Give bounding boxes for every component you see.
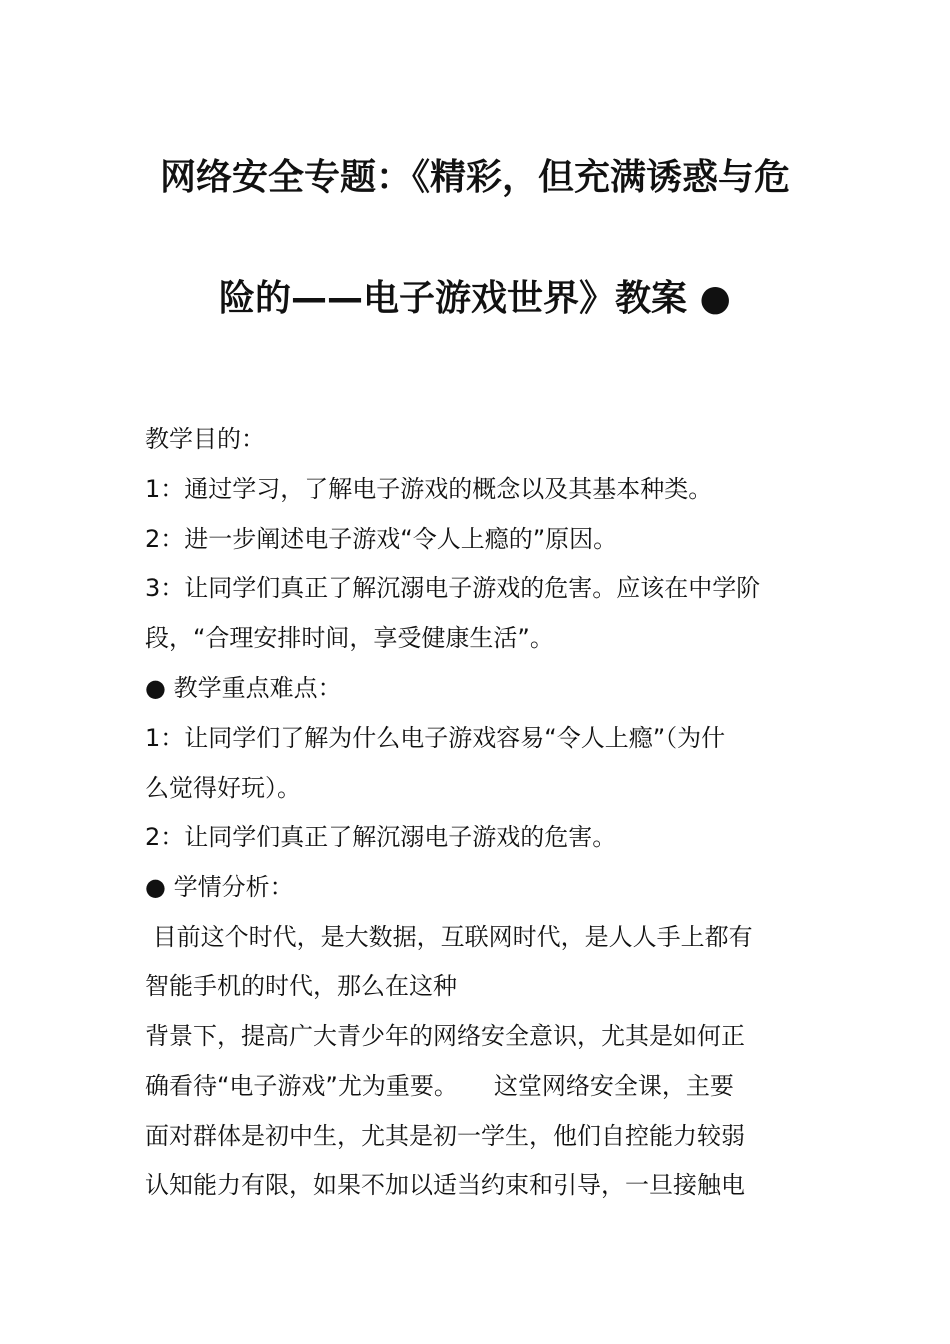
paragraph-line: 认知能力有限，如果不加以适当约束和引导，一旦接触电: [145, 1171, 745, 1199]
paragraph-line: 面对群体是初中生，尤其是初一学生，他们自控能力较弱: [145, 1122, 745, 1150]
document-title-line-2: 险的——电子游戏世界》教案 ●: [219, 278, 731, 319]
section-heading-learning-analysis: ● 学情分析：: [145, 873, 294, 901]
paragraph-line: 背景下，提高广大青少年的网络安全意识，尤其是如何正: [145, 1022, 745, 1050]
paragraph-line: 段，“合理安排时间，享受健康生活”。: [145, 624, 554, 652]
paragraph-line: 1：通过学习，了解电子游戏的概念以及其基本种类。: [145, 475, 713, 503]
paragraph-line: 么觉得好玩）。: [145, 774, 301, 802]
paragraph-line: 智能手机的时代，那么在这种: [145, 972, 457, 1000]
paragraph-line: 目前这个时代，是大数据，互联网时代，是人人手上都有: [145, 923, 753, 951]
paragraph-line: 2：让同学们真正了解沉溺电子游戏的危害。: [145, 823, 617, 851]
paragraph-line: 1：让同学们了解为什么电子游戏容易“令人上瘾”（为什: [145, 724, 726, 752]
document-title-line-1: 网络安全专题：《精彩，但充满诱惑与危: [159, 157, 790, 198]
paragraph-line: 3：让同学们真正了解沉溺电子游戏的危害。应该在中学阶: [145, 574, 761, 602]
paragraph-line: 确看待“电子游戏”尤为重要。 这堂网络安全课，主要: [145, 1072, 734, 1100]
section-heading-teaching-goals: 教学目的：: [145, 425, 265, 453]
section-heading-key-points: ● 教学重点难点：: [145, 674, 342, 702]
paragraph-line: 2：进一步阐述电子游戏“令人上瘾的”原因。: [145, 525, 618, 553]
